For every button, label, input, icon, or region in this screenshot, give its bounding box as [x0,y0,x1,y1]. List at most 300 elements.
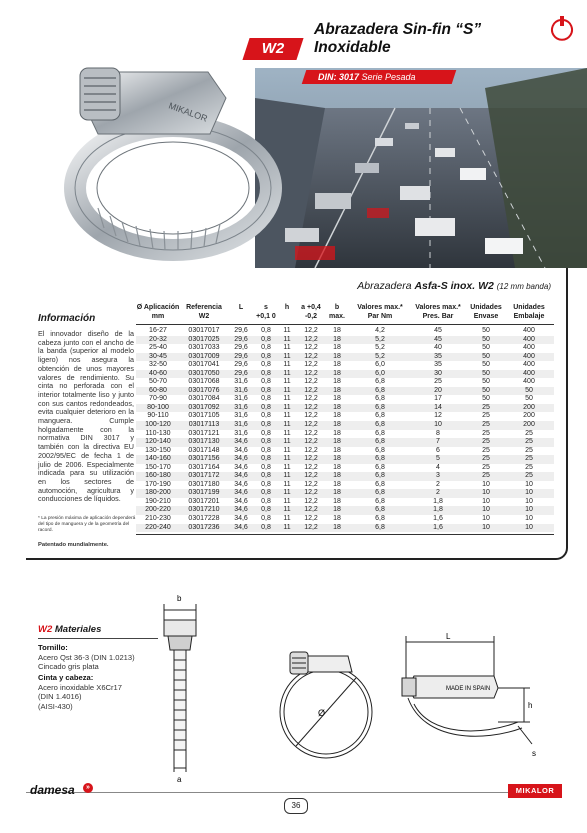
cell-presion: 35 [434,361,442,369]
cell-presion: 3 [436,472,440,480]
cell-b: 18 [333,497,341,505]
cell-presion: 45 [434,327,442,334]
cell-presion: 25 [434,378,442,386]
cell-referencia: 03017199 [188,489,220,497]
cell-h: 11 [283,523,291,531]
cell-b: 18 [333,403,341,411]
din-standard-band [302,70,457,84]
cell-s: 0,8 [261,455,271,463]
cell-L: 29,6 [234,361,248,369]
table-row [136,506,554,515]
cell-par: 6,8 [375,403,385,411]
cell-envase: 25 [482,412,490,420]
cell-embalaje: 25 [525,472,533,480]
table-row [136,327,554,336]
cell-a: 12,2 [304,506,318,514]
cell-presion: 7 [436,438,440,446]
cell-aplicacion: 170-190 [145,480,171,488]
cell-h: 11 [283,412,291,420]
cell-aplicacion: 16-27 [149,327,167,334]
cell-embalaje: 10 [525,489,533,497]
product-description: El innovador diseño de la cabeza junto con el ancho de la banda (superior al modelo ligero) nos asegura la obtención de unos mayores valores de rendimiento. Su cinta no perforada con el interior totalmente liso y junto con sus cantos redondeados, evita cualquier deterioro en la manguera. Cumple holgadamente con la normativa DIN 3017 y también con la directiva EU 2002/95/EC de fecha 1 de julio de 2006. Especialmente indicada para su utilización en los sectores de automoción, agricultura y conducciones de líquidos. [38,329,134,504]
cell-a: 12,2 [304,446,318,454]
cell-s: 0,8 [261,352,271,360]
patent-note: Patentado mundialmente. [38,542,109,548]
table-bottom-rule [136,534,554,535]
cell-b: 18 [333,361,341,369]
damesa-logo-mark: » [83,783,93,793]
cell-b: 18 [333,506,341,514]
table-row [136,361,554,370]
cell-presion: 12 [434,412,442,420]
cell-aplicacion: 90-110 [147,412,169,420]
cell-embalaje: 400 [523,361,535,369]
cell-a: 12,2 [304,489,318,497]
cell-embalaje: 200 [523,403,535,411]
cell-referencia: 03017156 [188,455,220,463]
cell-presion: 10 [434,421,442,429]
cell-embalaje: 400 [523,369,535,377]
cell-L: 31,6 [234,386,248,394]
clamp-brand-text: MIKALOR [167,100,209,124]
header-aplicacion [136,303,180,321]
cell-aplicacion: 130-150 [145,446,171,454]
header-pres [410,303,466,321]
cell-h: 11 [283,344,291,352]
cell-L: 34,6 [234,515,248,523]
cell-L: 29,6 [234,369,248,377]
table-row [136,395,554,404]
cell-L: 34,6 [234,446,248,454]
header-referencia [184,303,224,321]
cell-aplicacion: 200-220 [145,506,171,514]
header-s [254,303,278,321]
cell-L: 29,6 [234,335,248,343]
cell-s: 0,8 [261,369,271,377]
cell-par: 6,8 [375,489,385,497]
cell-aplicacion: 120-140 [145,438,171,446]
cell-s: 0,8 [261,506,271,514]
pressure-footnote: * La presión máxima de aplicación dependerá del tipo de manguera y de la geometría del racord. [38,516,136,533]
cell-aplicacion: 150-170 [145,463,171,471]
cell-s: 0,8 [261,429,271,437]
cell-referencia: 03017041 [188,361,220,369]
cell-presion: 6 [436,446,440,454]
cell-presion: 30 [434,369,442,377]
cell-aplicacion: 20-32 [149,335,167,343]
cell-referencia: 03017050 [188,369,220,377]
cell-presion: 20 [434,386,442,394]
cell-par: 6,8 [375,446,385,454]
cell-referencia: 03017228 [188,515,220,523]
cell-embalaje: 10 [525,515,533,523]
cell-a: 12,2 [304,455,318,463]
cell-L: 34,6 [234,472,248,480]
cell-envase: 10 [482,480,490,488]
cell-a: 12,2 [304,361,318,369]
header-a [296,303,326,321]
cell-h: 11 [283,395,291,403]
cell-L: 31,6 [234,429,248,437]
cell-referencia: 03017105 [188,412,220,420]
table-row [136,336,554,345]
header-envase-line1: Unidades [470,304,502,311]
cell-L: 31,6 [234,421,248,429]
cell-a: 12,2 [304,463,318,471]
cell-b: 18 [333,480,341,488]
materials-title: Materiales [52,624,102,635]
cell-b: 18 [333,463,341,471]
header-b-line2: max. [329,313,345,320]
cell-embalaje: 10 [525,506,533,514]
dim-a: a [177,775,182,784]
cell-embalaje: 400 [523,327,535,334]
cell-presion: 35 [434,352,442,360]
cell-par: 6,8 [375,412,385,420]
cell-a: 12,2 [304,395,318,403]
cell-envase: 25 [482,429,490,437]
header-par [352,303,408,321]
cell-a: 12,2 [304,403,318,411]
cell-embalaje: 25 [525,438,533,446]
cell-presion: 17 [434,395,442,403]
cell-presion: 1,6 [433,515,443,523]
cell-par: 6,8 [375,421,385,429]
cell-h: 11 [283,463,291,471]
cell-s: 0,8 [261,497,271,505]
table-title-bold: Asfa-S inox. W2 [414,280,494,292]
cell-presion: 1,8 [433,506,443,514]
cell-s: 0,8 [261,515,271,523]
cell-L: 34,6 [234,438,248,446]
header-a-line2: -0,2 [304,313,318,320]
header-embalaje-line1: Unidades [513,304,545,311]
cell-embalaje: 200 [523,421,535,429]
cell-referencia: 03017025 [188,335,220,343]
cell-par: 6,0 [375,361,385,369]
table-row [136,472,554,481]
cell-L: 29,6 [234,344,248,352]
cell-presion: 8 [436,429,440,437]
cell-a: 12,2 [304,429,318,437]
cell-embalaje: 25 [525,463,533,471]
cell-par: 6,8 [375,438,385,446]
cell-referencia: 03017164 [188,463,220,471]
cell-h: 11 [283,335,291,343]
materials-code: W2 [38,624,53,635]
cell-embalaje: 400 [523,344,535,352]
page-number: 36 [284,798,308,814]
cell-h: 11 [283,472,291,480]
cell-envase: 10 [482,506,490,514]
cell-s: 0,8 [261,446,271,454]
cell-par: 6,8 [375,378,385,386]
cell-presion: 1,6 [433,523,443,531]
cell-h: 11 [283,352,291,360]
cell-L: 31,6 [234,378,248,386]
cell-h: 11 [283,361,291,369]
tornillo-steel: Acero Qst 36-3 (DIN 1.0213) [38,652,135,662]
table-row [136,489,554,498]
cell-b: 18 [333,455,341,463]
cell-envase: 25 [482,403,490,411]
cell-envase: 50 [482,378,490,386]
cell-envase: 50 [482,327,490,334]
cell-a: 12,2 [304,472,318,480]
cell-envase: 10 [482,515,490,523]
cell-referencia: 03017009 [188,352,220,360]
cell-aplicacion: 220-240 [145,523,171,531]
cell-par: 5,2 [375,352,385,360]
cell-envase: 50 [482,344,490,352]
cell-aplicacion: 160-180 [145,472,171,480]
cell-envase: 50 [482,335,490,343]
header-rule [136,324,554,325]
cell-s: 0,8 [261,403,271,411]
cell-embalaje: 25 [525,455,533,463]
table-row [136,481,554,490]
cell-h: 11 [283,515,291,523]
table-row [136,404,554,413]
cell-L: 29,6 [234,327,248,334]
tornillo-label: Tornillo: [38,643,68,652]
cell-embalaje: 10 [525,480,533,488]
table-title-pre: Abrazadera [357,280,415,292]
header-pres-line1: Valores max.* [415,304,461,311]
cell-b: 18 [333,369,341,377]
header-embalaje [506,303,552,321]
table-title-band: (12 mm banda) [496,282,551,291]
cell-par: 6,8 [375,463,385,471]
cell-par: 6,8 [375,455,385,463]
cell-envase: 25 [482,472,490,480]
cell-par: 6,8 [375,497,385,505]
cell-envase: 50 [482,369,490,377]
table-row [136,447,554,456]
cell-embalaje: 400 [523,378,535,386]
cell-b: 18 [333,378,341,386]
cell-presion: 14 [434,403,442,411]
dim-L: L [446,632,451,641]
cell-referencia: 03017180 [188,480,220,488]
cell-aplicacion: 30-45 [149,352,167,360]
cell-aplicacion: 25-40 [149,344,167,352]
cell-referencia: 03017148 [188,446,220,454]
cell-referencia: 03017068 [188,378,220,386]
cinta-steel: Acero inoxidable X6Cr17 [38,682,123,692]
material-tornillo [38,643,135,672]
cell-par: 6,8 [375,480,385,488]
cell-referencia: 03017236 [188,523,220,531]
cell-referencia: 03017130 [188,438,220,446]
materials-heading [38,624,101,635]
cell-embalaje: 25 [525,446,533,454]
table-row [136,430,554,439]
header-par-line1: Valores max.* [357,304,403,311]
cell-s: 0,8 [261,361,271,369]
cell-b: 18 [333,523,341,531]
cell-L: 34,6 [234,523,248,531]
cell-b: 18 [333,515,341,523]
top-view-drawing [394,632,546,766]
cell-envase: 25 [482,421,490,429]
cell-s: 0,8 [261,438,271,446]
cell-h: 11 [283,497,291,505]
cell-embalaje: 10 [525,497,533,505]
header-pres-line2: Pres. Bar [422,313,454,320]
cell-par: 6,8 [375,386,385,394]
footer-rule [26,792,562,793]
cell-h: 11 [283,506,291,514]
cell-h: 11 [283,369,291,377]
cell-L: 34,6 [234,480,248,488]
cell-b: 18 [333,344,341,352]
cell-L: 31,6 [234,412,248,420]
header-referencia-line2: W2 [198,313,210,320]
cell-a: 12,2 [304,369,318,377]
cell-h: 11 [283,378,291,386]
header-a-line1: a +0,4 [301,304,321,311]
cell-s: 0,8 [261,463,271,471]
cell-par: 6,8 [375,395,385,403]
cell-aplicacion: 60-80 [149,386,167,394]
header-envase-line2: Envase [473,313,499,320]
cell-envase: 25 [482,455,490,463]
table-row [136,498,554,507]
cell-a: 12,2 [304,438,318,446]
cinta-label: Cinta y cabeza: [38,673,94,682]
header-aplicacion-line1: Ø Aplicación [136,304,180,311]
mikalor-logo: MIKALOR [508,784,562,798]
cell-b: 18 [333,489,341,497]
header-aplicacion-line2: mm [151,313,165,320]
cell-s: 0,8 [261,386,271,394]
table-row [136,412,554,421]
cell-par: 6,8 [375,429,385,437]
cell-a: 12,2 [304,335,318,343]
table-row [136,515,554,524]
cell-aplicacion: 190-210 [145,497,171,505]
dim-diameter: Ø [318,708,326,718]
cell-embalaje: 10 [525,523,533,531]
front-view-drawing [268,636,384,766]
cell-L: 34,6 [234,455,248,463]
header-referencia-line1: Referencia [186,304,222,311]
dim-h: h [528,701,533,710]
cell-b: 18 [333,421,341,429]
cell-h: 11 [283,455,291,463]
cell-presion: 5 [436,455,440,463]
cell-embalaje: 400 [523,352,535,360]
cell-envase: 10 [482,489,490,497]
cell-s: 0,8 [261,523,271,531]
cell-L: 34,6 [234,489,248,497]
damesa-logo: damesa [30,783,75,797]
highway-photo [255,68,587,268]
cell-referencia: 03017092 [188,403,220,411]
cell-L: 34,6 [234,497,248,505]
side-view-drawing [150,590,210,786]
cell-par: 5,2 [375,335,385,343]
cell-s: 0,8 [261,412,271,420]
cell-h: 11 [283,438,291,446]
cell-par: 4,2 [375,327,385,334]
cell-a: 12,2 [304,480,318,488]
cell-referencia: 03017084 [188,395,220,403]
cell-envase: 25 [482,463,490,471]
cell-aplicacion: 180-200 [145,489,171,497]
cell-s: 0,8 [261,489,271,497]
table-title [357,280,551,292]
cell-envase: 50 [482,361,490,369]
cell-b: 18 [333,352,341,360]
cell-s: 0,8 [261,344,271,352]
cell-presion: 1,8 [433,497,443,505]
cell-referencia: 03017076 [188,386,220,394]
cell-embalaje: 50 [525,386,533,394]
cell-envase: 50 [482,395,490,403]
cell-b: 18 [333,412,341,420]
din-code: DIN: 3017 [318,72,360,82]
cell-s: 0,8 [261,378,271,386]
cell-b: 18 [333,446,341,454]
cell-aplicacion: 50-70 [149,378,167,386]
header-h [278,303,296,312]
cell-embalaje: 50 [525,395,533,403]
cell-L: 31,6 [234,395,248,403]
cell-b: 18 [333,386,341,394]
dim-s: s [532,749,536,758]
cell-par: 6,8 [375,523,385,531]
cell-aplicacion: 40-60 [149,369,167,377]
cell-referencia: 03017113 [188,421,220,429]
cell-h: 11 [283,327,291,334]
cell-a: 12,2 [304,497,318,505]
hose-clamp-image [58,38,288,268]
cell-a: 12,2 [304,352,318,360]
header-s-line1: s [264,304,268,311]
cell-b: 18 [333,429,341,437]
cell-referencia: 03017210 [188,506,220,514]
cell-h: 11 [283,421,291,429]
cell-b: 18 [333,327,341,334]
cell-b: 18 [333,472,341,480]
cell-a: 12,2 [304,523,318,531]
cell-aplicacion: 110-130 [145,429,171,437]
cell-aplicacion: 32-50 [149,361,167,369]
cell-a: 12,2 [304,421,318,429]
table-row [136,438,554,447]
cell-b: 18 [333,438,341,446]
header-s-line2: +0,1 0 [256,313,276,320]
cell-L: 34,6 [234,463,248,471]
cell-presion: 40 [434,344,442,352]
cell-presion: 4 [436,463,440,471]
table-row [136,353,554,362]
cell-referencia: 03017033 [188,344,220,352]
materials-rule [38,638,158,639]
cell-h: 11 [283,446,291,454]
cell-referencia: 03017172 [188,472,220,480]
header-L-label: L [238,304,244,311]
table-row [136,421,554,430]
cell-envase: 25 [482,446,490,454]
cell-L: 31,6 [234,403,248,411]
header-b [326,303,348,321]
header-h-label: h [284,304,290,311]
cell-referencia: 03017017 [188,327,220,334]
cell-a: 12,2 [304,386,318,394]
